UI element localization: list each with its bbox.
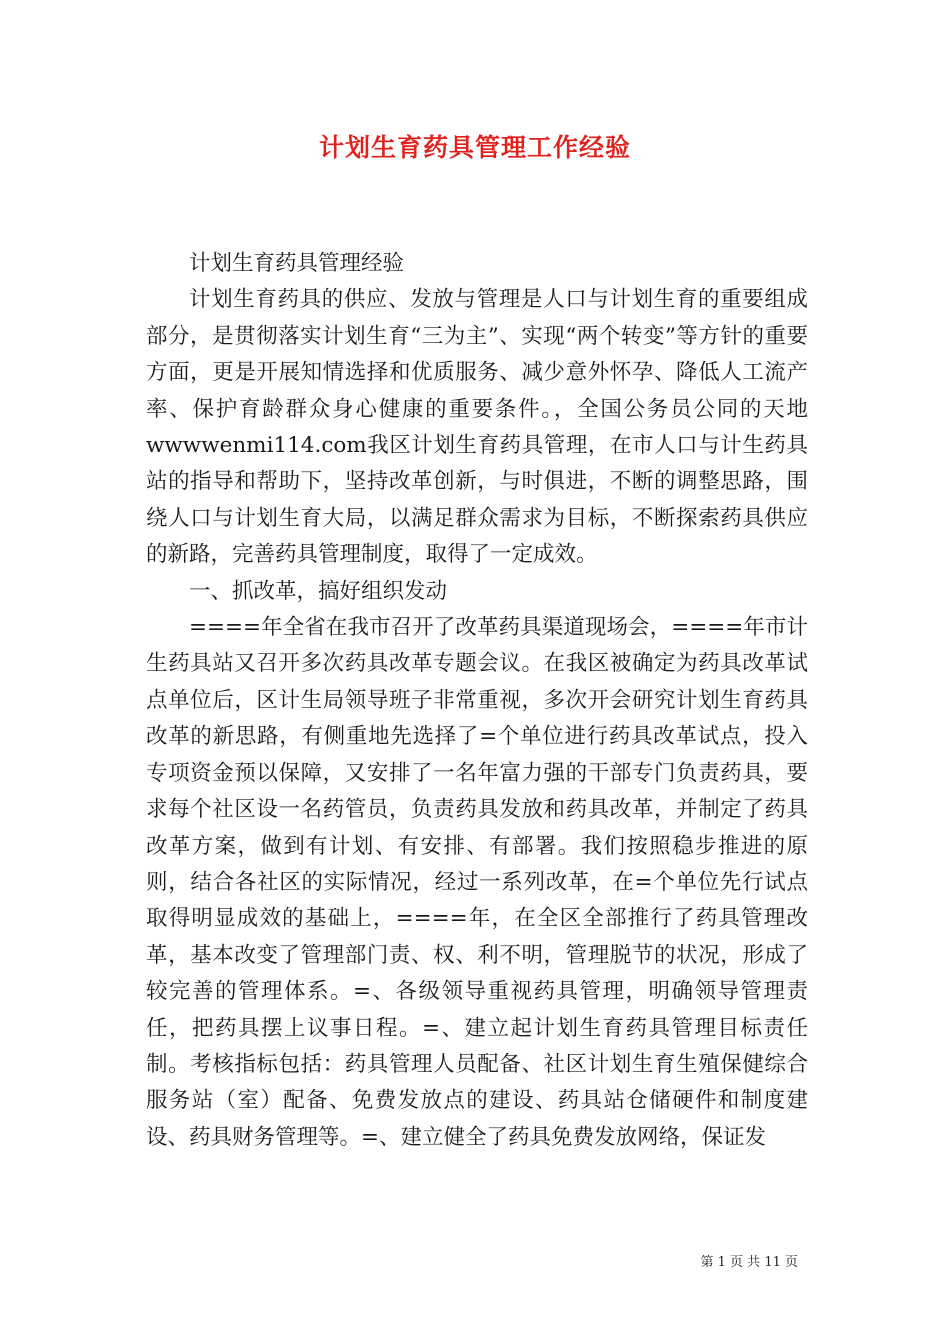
section-heading-1: 一、抓改革，搞好组织发动	[189, 578, 448, 604]
paragraph-section-1: ====年全省在我市召开了改革药具渠道现场会，====年市计生药具站又召开多次药具改革专题会议。在我区被确定为药具改革试点单位后，区计生局领导班子非常重视，多次开会研究计划生育药具改革的新思路，有侧重地先选择了=个单位进行药具改革试点，投入专项资金预以保障，又安排了一名年富力强的干部专门负责药具，要求每个社区设一名药管员，负责药具发放和药具改革，并制定了药具改革方案，做到有计划、有安排、有部署。我们按照稳步推进的原则，结合各社区的实际情况，经过一系列改革，在=个单位先行试点取得明显成效的基础上，====年，在全区全部推行了药具管理改革，基本改变了管理部门责、权、利不明，管理脱节的状况，形成了较完善的管理体系。=、各级领导重视药具管理，明确领导管理责任，把药具摆上议事日程。=、建立起计划生育药具管理目标责任制。考核指标包括：药具管理人员配备、社区计划生育生殖保健综合服务站（室）配备、免费发放点的建设、药具站仓储硬件和制度建设、药具财务管理等。=、建立健全了药具免费发放网络，保证发	[146, 615, 808, 1150]
paragraph-subtitle: 计划生育药具管理经验	[189, 251, 405, 276]
page-number-footer: 第 1 页 共 11 页	[700, 1255, 798, 1270]
document-title: 计划生育药具管理工作经验	[318, 133, 631, 162]
document-body	[146, 246, 808, 1156]
paragraph-intro: 计划生育药具的供应、发放与管理是人口与计划生育的重要组成部分，是贯彻落实计划生育“三为主”、实现“两个转变”等方针的重要方面，更是开展知情选择和优质服务、减少意外怀孕、降低人工流产率、保护育龄群众身心健康的重要条件。，全国公务员公同的天地wwwwenmi114.com我区计划生育药具管理，在市人口与计生药具站的指导和帮助下，坚持改革创新，与时俱进，不断的调整思路，围绕人口与计划生育大局，以满足群众需求为目标，不断探索药具供应的新路，完善药具管理制度，取得了一定成效。	[146, 287, 809, 568]
